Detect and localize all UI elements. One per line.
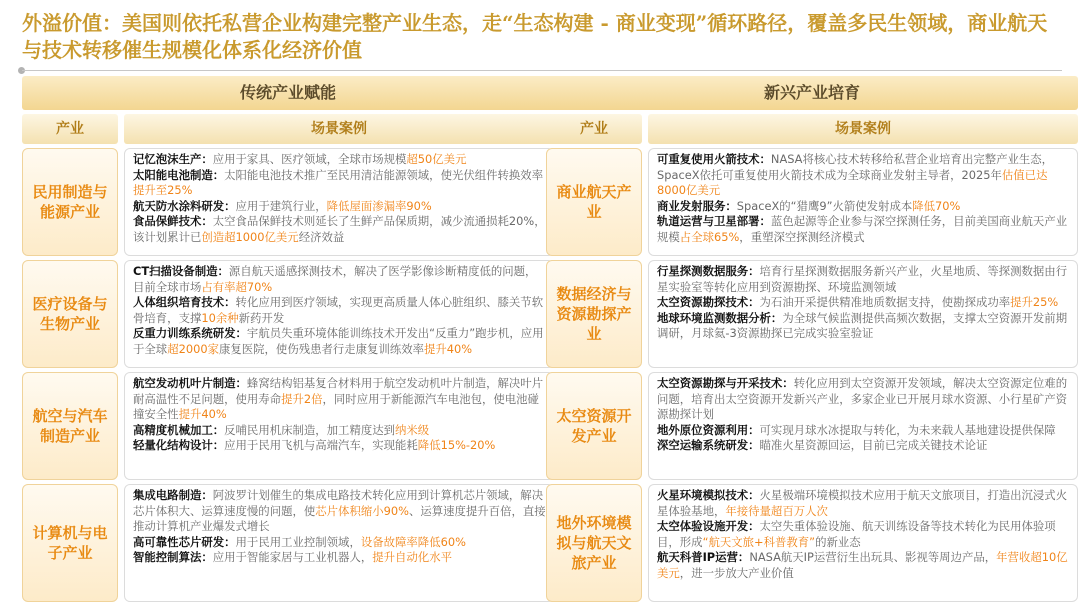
title-divider (22, 70, 1062, 71)
scenario-item: 记忆泡沫生产：应用于家具、医疗领域，全球市场规模超50亿美元 (133, 152, 467, 166)
industry-label: 太空资源开发产业 (546, 372, 642, 480)
industry-row (546, 148, 1078, 256)
industry-label: 地外环境模拟与航天文旅产业 (546, 484, 642, 602)
scenario-item: 轻量化结构设计：应用于民用飞机与高端汽车，实现能耗降低15%-20% (133, 438, 496, 453)
scenario-item: 高可靠性芯片研发：用于民用工业控制领域，设备故障率降低60% (133, 534, 466, 549)
column-header-industry: 产业 (546, 114, 642, 144)
scenario-list (648, 372, 1078, 480)
scenario-item: 食品保鲜技术：太空食品保鲜技术则延长了生鲜产品保质期，减少流通损耗20%，该计划累计已创造超1000亿美元经济效益 (133, 214, 546, 244)
scenario-item: 航天科普IP运营：NASA航天IP运营衍生出玩具、影视等周边产品，年营收超10亿美元，进一步放大产业价值 (657, 550, 1068, 580)
scenario-list (124, 148, 554, 256)
scenario-item: 深空运输系统研发：瞄准火星资源回运，目前已完成关键技术论证 (657, 438, 988, 453)
column-header-industry: 产业 (22, 114, 118, 144)
scenario-item: 商业发射服务：SpaceX的“猎鹰9”火箭使发射成本降低70% (657, 198, 961, 213)
industry-row (22, 484, 554, 602)
column-header-scenario: 场景案例 (124, 114, 554, 144)
scenario-list (648, 484, 1078, 602)
scenario-item: 反重力训练系统研发：宇航员失重环境体能训练技术开发出“反重力”跑步机，应用于全球超2000家康复医院，使伤残患者行走康复训练效率提升40% (133, 326, 544, 356)
emerging-industry-panel (546, 76, 1078, 604)
industry-row (546, 484, 1078, 602)
page-title: 外溢价值：美国则依托私营企业构建完整产业生态，走“生态构建 - 商业变现”循环路径，覆盖多民生领域，商业航天与技术转移催生规模化体系化经济价值 (22, 11, 1048, 62)
scenario-item: 航天防水涂料研发：应用于建筑行业，降低屋面渗漏率90% (133, 198, 432, 213)
industry-row (22, 372, 554, 480)
scenario-list (124, 260, 554, 368)
industry-row (22, 260, 554, 368)
scenario-list (124, 372, 554, 480)
industry-label: 数据经济与资源勘探产业 (546, 260, 642, 368)
scenario-list (648, 260, 1078, 368)
industry-label: 计算机与电子产业 (22, 484, 118, 602)
scenario-item: 太空体验设施开发：太空失重体验设施、航天训练设备等技术转化为民用体验项目，形成“航天文旅+科普教育”的新业态 (657, 519, 1056, 549)
scenario-item: 地球环境监测数据分析：为全球气候监测提供高频次数据，支撑太空资源开发前期调研，月球氦-3资源勘探已完成实验室验证 (657, 310, 1068, 341)
scenario-item: 地外原位资源利用：可实现月球水冰提取与转化，为未来载人基地建设提供保障 (657, 422, 1056, 437)
column-header-scenario: 场景案例 (648, 114, 1078, 144)
scenario-item: 太空资源勘探技术：为石油开采提供精准地质数据支持，使勘探成功率提升25% (657, 295, 1059, 310)
scenario-list (124, 484, 554, 602)
scenario-item: 行星探测数据服务：培育行星探测数据服务新兴产业，火星地质、等探测数据由行星实验室等转化应用到资源勘探、环境监测领域 (657, 264, 1068, 294)
scenario-item: 人体组织培育技术：转化应用到医疗领域，实现更高质量人体心脏组织、膝关节软骨培育，支撑10余种新药开发 (133, 295, 544, 325)
panel-header: 新兴产业培育 (546, 76, 1078, 110)
industry-label: 民用制造与能源产业 (22, 148, 118, 256)
panel-header: 传统产业赋能 (22, 76, 554, 110)
industry-label: 商业航天产业 (546, 148, 642, 256)
scenario-item: 航空发动机叶片制造：蜂窝结构铝基复合材料用于航空发动机叶片制造，解决叶片耐高温性不足问题，使用寿命提升2倍，同时应用于新能源汽车电池包，使电池碰撞安全性提升40% (133, 376, 544, 422)
industry-row (546, 372, 1078, 480)
scenario-item: 集成电路制造：阿波罗计划催生的集成电路技术转化应用到计算机芯片领域，解决芯片体积大、运算速度慢的问题，使芯片体积缩小90%、运算速度提升百倍，直接推动计算机产业爆发式增长 (133, 488, 546, 534)
scenario-item: 轨道运营与卫星部署：蓝色起源等企业参与深空探测任务，目前美国商业航天产业规模占全球65%，重塑深空探测经济模式 (657, 214, 1068, 244)
traditional-industry-panel (22, 76, 554, 604)
scenario-item: 可重复使用火箭技术：NASA将核心技术转移给私营企业培育出完整产业生态，SpaceX依托可重复使用火箭技术成为全球商业发射主导者，2025年估值已达8000亿美元 (657, 152, 1054, 198)
scenario-item: 太空资源勘探与开采技术：转化应用到太空资源开发领域，解决太空资源定位难的问题，培育出太空资源开发新兴产业，多家企业已开展月球水资源、小行星矿产资源勘探计划 (657, 376, 1068, 422)
industry-label: 航空与汽车制造产业 (22, 372, 118, 480)
industry-row (22, 148, 554, 256)
scenario-item: 智能控制算法：应用于智能家居与工业机器人，提升自动化水平 (133, 550, 452, 565)
scenario-item: 火星环境模拟技术：火星极端环境模拟技术应用于航天文旅项目，打造出沉浸式火星体验基地，年接待量超百万人次 (657, 488, 1068, 518)
industry-row (546, 260, 1078, 368)
scenario-item: CT扫描设备制造：源自航天遥感探测技术，解决了医学影像诊断精度低的问题，目前全球市场占有率超70% (133, 264, 537, 294)
scenario-item: 高精度机械加工：反哺民用机床制造，加工精度达到纳米级 (133, 422, 430, 437)
scenario-item: 太阳能电池制造：太阳能电池技术推广至民用清洁能源领域，使光伏组件转换效率提升至25% (133, 167, 544, 198)
industry-label: 医疗设备与生物产业 (22, 260, 118, 368)
scenario-list (648, 148, 1078, 256)
